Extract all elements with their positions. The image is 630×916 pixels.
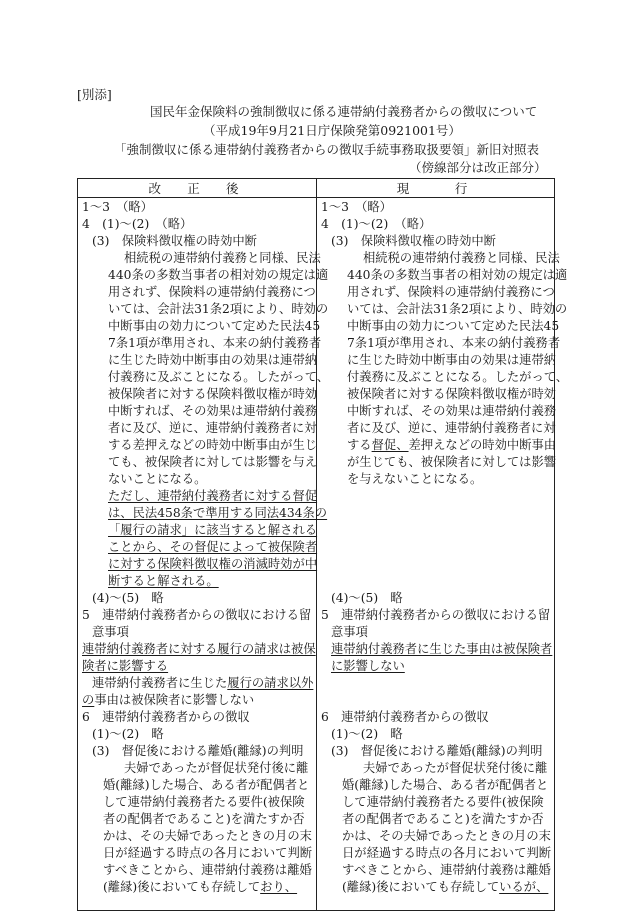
- item-6-3-heading: (3) 督促後における離婚(離縁)の判明: [92, 744, 304, 758]
- section-5-heading: 5 連帯納付義務者からの徴収における留: [321, 608, 551, 622]
- deleted-text: 督促、: [371, 438, 409, 452]
- changed-text-line-2: に影響しない: [331, 659, 405, 673]
- item-6-3-heading: (3) 督促後における離婚(離縁)の判明: [331, 744, 543, 758]
- attachment-label: [別添]: [77, 87, 112, 102]
- notice-number: （平成19年9月21日庁保険発第0921001号）: [203, 123, 461, 138]
- item-4: 4 (1)～(2) （略）: [321, 217, 432, 231]
- current-column: 1～3 （略） 4 (1)～(2) （略） (3) 保険料徴収権の時効中断 相続税の連帯納付義務と同様、民法 440条の多数当事者の相対効の規定は適 用されず、保険料の連帯納付義務につ いては、会計法31条2項により、時効の 中断事由の効力について定めた民法45 7条1項が準用され、本来の納付義務者 に生じた時効中断事由の効果は連帯納 付義務に及ぶことになる。したがって、 被保険者に対する保険料徴収権が時効 中断すれば、その効果は連帯納付義務 者に及び、逆に、連帯納付義務者に対 する督促、差押えなどの時効中断事由 が生じても、被保険者に対しては影響 を与えないことになる。 (4)～(5) 略 5 連帯納付義務者からの徴収における留 意事項 連帯納付義務者に生じた事由は被保険者 に影響しない 6 連帯納付義務者からの徴収 (1)～(2) 略 (3) 督促後における離婚(離縁)の判明 夫婦であったが督促状発付後に離 婚(離縁)した場合、ある者が配偶者と して連帯納付義務者たる要件(被保険 者の配偶者であること)を満たすか否 かは、その夫婦であったときの月の末 日が経過する時点の各月において判断 すべきことから、連帯納付義務は離婚 (離縁)後においても存続しているが、: [317, 198, 555, 911]
- item-4: 4 (1)～(2) （略）: [82, 217, 193, 231]
- section-6-heading: 6 連帯納付義務者からの徴収: [82, 710, 250, 724]
- added-text-line-2: 険者に影響する: [82, 659, 169, 673]
- comparison-table: [77, 178, 569, 911]
- item-4-3-heading: (3) 保険料徴収権の時効中断: [331, 234, 496, 248]
- paragraph-divorce: 夫婦であったが督促状発付後に離 婚(離縁)した場合、ある者が配偶者と して連帯納付義務者たる要件(被保険 者の配偶者であること)を満たすか否 かは、その夫婦であったときの月の末 日が経過する時点の各月において判断 すべきことから、連帯納付義務は離婚 (離縁)後においても存続しており、: [103, 761, 313, 894]
- section-5-body: 連帯納付義務者に生じた履行の請求以外: [92, 676, 314, 690]
- col-header-current: 現 行: [317, 179, 555, 198]
- comparison-subtitle: 「強制徴収に係る連帯納付義務者からの徴収手続事務取扱要領」新旧対照表: [114, 142, 540, 157]
- changed-text-line-1: 連帯納付義務者に生じた事由は被保険者: [331, 642, 553, 656]
- item-4-4-5: (4)～(5) 略: [331, 591, 403, 605]
- item-4-4-5: (4)～(5) 略: [92, 591, 164, 605]
- added-text-line-1: 連帯納付義務者に対する履行の請求は被保: [82, 642, 316, 656]
- item-1-3: 1～3 （略）: [321, 200, 392, 214]
- paragraph-prescription: 相続税の連帯納付義務と同様、民法 440条の多数当事者の相対効の規定は適 用されず、保険料の連帯納付義務につ いては、会計法31条2項により、時効の 中断事由の効力について定めた民法45 7条1項が準用され、本来の納付義務者 に生じた時効中断事由の効果は連帯納 付義務に及ぶことになる。したがって、 被保険者に対する保険料徴収権が時効 中断すれば、その効果は連帯納付義務 者に及び、逆に、連帯納付義務者に対 する督促、差押えなどの時効中断事由 が生じても、被保険者に対しては影響 を与えないことになる。: [347, 251, 569, 486]
- section-5-heading: 5 連帯納付義務者からの徴収における留: [82, 608, 312, 622]
- paragraph-prescription: 相続税の連帯納付義務と同様、民法 440条の多数当事者の相対効の規定は適 用されず、保険料の連帯納付義務につ いては、会計法31条2項により、時効の 中断事由の効力について定めた民法45 7条1項が準用され、本来の納付義務者 に生じた時効中断事由の効果は連帯納 付義務に及ぶことになる。したがって、 被保険者に対する保険料徴収権が時効 中断すれば、その効果は連帯納付義務 者に及び、逆に、連帯納付義務者に対 する差押えなどの時効中断事由が生じ ても、被保険者に対しては影響を与え ないことになる。: [108, 251, 330, 486]
- paragraph-added-proviso: ただし、連帯納付義務者に対する督促 は、民法458条で準用する同法434条の 「履行の請求」に該当すると解される ことから、その督促によって被保険者 に対する保険料徴収権の消滅時効が中 断すると解される。: [108, 489, 328, 588]
- document-title: 国民年金保険料の強制徴収に係る連帯納付義務者からの徴収について: [150, 104, 538, 119]
- item-1-3: 1～3 （略）: [82, 200, 153, 214]
- revised-column: 1～3 （略） 4 (1)～(2) （略） (3) 保険料徴収権の時効中断 相続税の連帯納付義務と同様、民法 440条の多数当事者の相対効の規定は適 用されず、保険料の連帯納付義務につ いては、会計法31条2項により、時効の 中断事由の効力について定めた民法45 7条1項が準用され、本来の納付義務者 に生じた時効中断事由の効果は連帯納 付義務に及ぶことになる。したがって、 被保険者に対する保険料徴収権が時効 中断すれば、その効果は連帯納付義務 者に及び、逆に、連帯納付義務者に対 する差押えなどの時効中断事由が生じ ても、被保険者に対しては影響を与え ないことになる。 ただし、連帯納付義務者に対する督促 は、民法458条で準用する同法434条の 「履行の請求」に該当すると解される ことから、その督促によって被保険者 に対する保険料徴収権の消滅時効が中 断すると解される。 (4)～(5) 略 5 連帯納付義務者からの徴収における留 意事項 連帯納付義務者に対する履行の請求は被保 険者に影響する 連帯納付義務者に生じた履行の請求以外 の事由は被保険者に影響しない 6 連帯納付義務者からの徴収 (1)～(2) 略 (3) 督促後における離婚(離縁)の判明 夫婦であったが督促状発付後に離 婚(離縁)した場合、ある者が配偶者と して連帯納付義務者たる要件(被保険 者の配偶者であること)を満たすか否 かは、その夫婦であったときの月の末 日が経過する時点の各月において判断 すべきことから、連帯納付義務は離婚 (離縁)後においても存続しており、: [78, 198, 317, 911]
- paragraph-divorce: 夫婦であったが督促状発付後に離 婚(離縁)した場合、ある者が配偶者と して連帯納付義務者たる要件(被保険 者の配偶者であること)を満たすか否 かは、その夫婦であったときの月の末 日が経過する時点の各月において判断 すべきことから、連帯納付義務は離婚 (離縁)後においても存続しているが、: [342, 761, 552, 894]
- section-6-heading: 6 連帯納付義務者からの徴収: [321, 710, 489, 724]
- item-4-3-heading: (3) 保険料徴収権の時効中断: [92, 234, 257, 248]
- col-header-revised: 改 正 後: [78, 179, 317, 198]
- underline-note: （傍線部分は改正部分）: [409, 160, 547, 175]
